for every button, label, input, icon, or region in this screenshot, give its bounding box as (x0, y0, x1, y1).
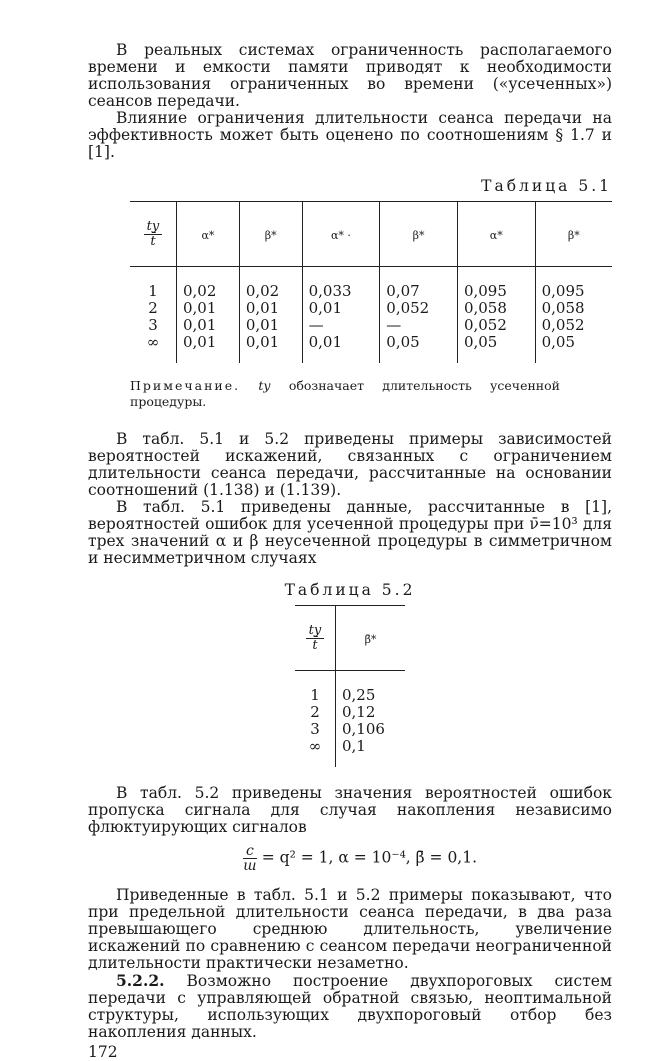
page-number: 172 (88, 1043, 118, 1061)
paragraph-3: В табл. 5.1 и 5.2 приведены примеры зависимостей вероятностей искажений, связанных с ограничением длительности сеанса передачи, рассчитанные на основании соотношений (1.138) и (1.139). (88, 430, 612, 499)
table-2-header-ratio (295, 606, 336, 671)
table-1-header: α* (457, 202, 535, 267)
table-1-header: α* (177, 202, 240, 267)
table-2-header: β̄* (336, 606, 406, 671)
table-1-header: β* (380, 202, 458, 267)
table-row: 2 0,01 0,01 0,01 0,052 0,058 0,058 (130, 300, 612, 317)
table-row: 2 0,12 (295, 704, 405, 721)
table-1-caption: Таблица 5.1 (481, 177, 612, 195)
table-1-header-ratio (130, 202, 177, 267)
paragraph-6: Приведенные в табл. 5.1 и 5.2 примеры показывают, что при предельной длительности сеанса передачи, в два раза превышающего среднюю длительность, увеличение искажений по сравнению с сеансом передачи неограниченной длительности практически незаметно. (88, 886, 612, 972)
paragraph-2: Влияние ограничения длительности сеанса передачи на эффективность может быть оценено по соотношениям § 1.7 и [1]. (88, 109, 612, 161)
table-row: 1 0,02 0,02 0,033 0,07 0,095 0,095 (130, 267, 612, 301)
table-1-header: β* (239, 202, 302, 267)
table-row: 3 0,01 0,01 — — 0,052 0,052 (130, 317, 612, 334)
section-number: 5.2.2. (116, 971, 165, 990)
table-row: ∞ 0,01 0,01 0,01 0,05 0,05 0,05 (130, 334, 612, 363)
table-row: 1 0,25 (295, 671, 405, 705)
table-5-2 (295, 605, 405, 767)
ratio-fraction: $\frac{tу}{t̄}$ (144, 220, 163, 249)
table-2-caption: Таблица 5.2 (284, 581, 416, 599)
paragraph-1: В реальных системах ограниченность располагаемого времени и емкости памяти приводят к необходимости использования ограниченных во времени («усеченных») сеансов передачи. (88, 41, 612, 110)
table-1-header: α* · (302, 202, 380, 267)
table-1-note: Примечание. tу обозначает длительность усеченной (130, 378, 560, 393)
paragraph-5: В табл. 5.2 приведены значения вероятностей ошибок пропуска сигнала для случая накопления независимо флюктуирующих сигналов (88, 784, 612, 836)
formula (108, 844, 612, 873)
paragraph-4: В табл. 5.1 приведены данные, рассчитанные в [1], вероятностей ошибок для усеченной процедуры при ν̄=10³ для трех значений α и β неусеченной процедуры в симметричном и несимметричном случаях (88, 498, 612, 567)
table-row: ∞ 0,1 (295, 738, 405, 767)
table-row: 3 0,106 (295, 721, 405, 738)
document-page (88, 42, 612, 1061)
table-1-note-cont: процедуры. (130, 394, 207, 409)
ratio-fraction: $\frac{tу}{t̄}$ (306, 624, 325, 653)
formula-fraction: $\frac{с}{ш}$ (243, 843, 257, 874)
paragraph-7: 5.2.2. Возможно построение двухпороговых систем передачи с управляющей обратной связью, неоптимальной структуры, использующих двухпороговый отбор без накопления данных. (88, 971, 612, 1041)
table-1-header: β* (535, 202, 612, 267)
formula-text: = q² = 1, α = 10⁻⁴, β̄ = 0,1. (261, 848, 478, 867)
table-5-1 (130, 201, 612, 363)
